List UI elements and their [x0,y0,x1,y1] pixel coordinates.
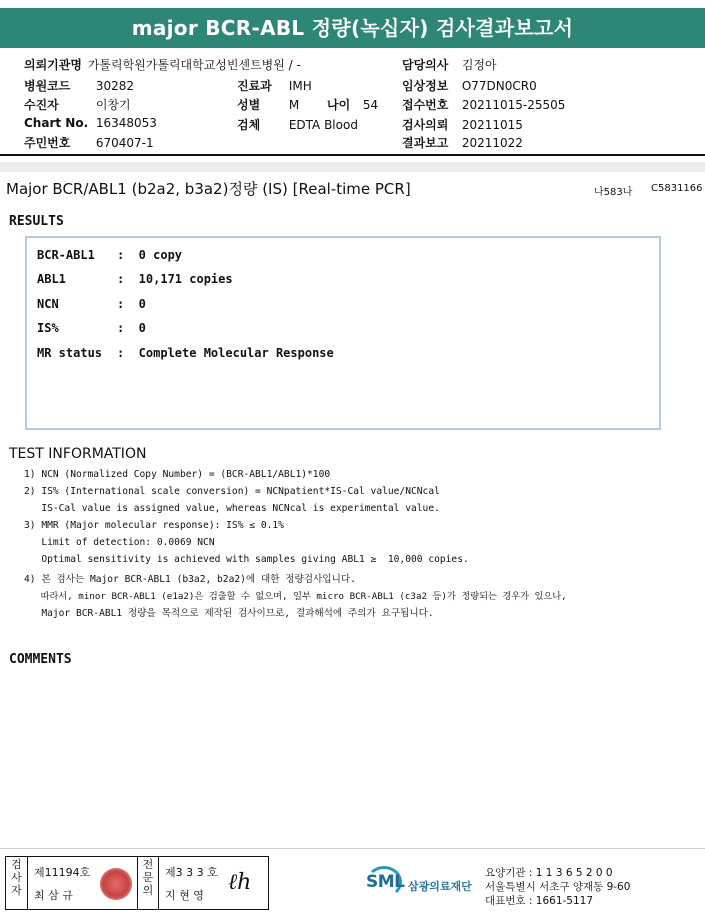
specimen-row [237,116,358,133]
hospital-code-value: 30282 [95,79,135,93]
test-info-line: IS-Cal value is assigned value, whereas NCNcal is experimental value. [24,503,440,514]
examiner-name: 최 삼 규 [34,889,73,902]
examiner-license: 제11194호 [34,866,91,879]
request-label: 검사의뢰 [402,118,449,132]
receipt-no-value: 20211015-25505 [461,98,566,112]
result-value: : 10,171 copies [117,272,233,286]
specialist-label: 전문의 [142,858,154,897]
report-title: major BCR-ABL 정량(녹십자) 검사결과보고서 [0,8,705,48]
specialist-license: 제3 3 3 호 [165,866,218,879]
test-info-line: 따라서, minor BCR-ABL1 (e1a2)은 검출할 수 없으며, 일부 micro BCR-ABL1 (c3a2 등)가 정량되는 경우가 있으나, [24,591,567,602]
chart-label: Chart No. [24,116,89,130]
doctor-row [402,56,497,73]
result-key: BCR-ABL1 [37,248,95,262]
receipt-no-label: 접수번호 [402,98,449,112]
test-info-line: 3) MMR (Major molecular response): IS% ≤ 0.1% [24,520,284,531]
specialist-name: 지 현 영 [165,889,204,902]
chart-row [24,116,157,130]
seal-stamp-icon [100,868,132,900]
result-row [37,248,182,262]
specimen-value: EDTA Blood [288,118,358,132]
org-name: 삼광의료재단 [408,880,472,893]
org-address: 서울특별시 서초구 양재동 9-60 [485,881,631,893]
test-code-1: 나583나 [594,187,633,198]
result-key: MR status [37,346,103,360]
age-value: 54 [362,98,379,112]
sex-label: 성별 [237,98,261,112]
report-row [402,134,523,151]
comments-title: COMMENTS [9,652,72,667]
institution-value: 가톨릭학원가톨릭대학교성빈센트병원 / - [87,58,301,72]
doctor-value: 김정아 [461,58,497,72]
results-title: RESULTS [9,214,64,229]
org-code: 요양기관 : 1 1 3 6 5 2 0 0 [485,867,613,879]
clinical-info-value: O77DN0CR0 [461,79,537,93]
test-info-line: 2) IS% (International scale conversion) = NCNpatient*IS-Cal value/NCNcal [24,486,440,497]
doctor-label: 담당의사 [402,58,449,72]
clinical-info-row [402,77,537,94]
request-value: 20211015 [461,118,523,132]
result-value: : 0 [117,297,146,311]
department-value: IMH [288,79,312,93]
chart-value: 16348053 [95,116,157,130]
org-phone: 대표번호 : 1661-5117 [485,895,594,907]
result-row [37,321,146,335]
result-value: : Complete Molecular Response [117,346,334,360]
test-info-line: 1) NCN (Normalized Copy Number) = (BCR-ABL1/ABL1)*100 [24,469,331,480]
test-info-line: Optimal sensitivity is achieved with samples giving ABL1 ≥ 10,000 copies. [24,554,469,565]
specialist-vertical-label [137,857,159,909]
examiner-vertical-label [6,857,28,909]
specimen-label: 검체 [237,118,261,132]
result-key: NCN [37,297,59,311]
result-row [37,272,233,286]
report-value: 20211022 [461,136,523,150]
gray-band [0,162,705,172]
sex-value: M [288,98,300,112]
recipient-label: 수진자 [24,98,59,112]
recipient-value: 이창기 [95,98,131,112]
receipt-no-row [402,96,565,113]
clinical-info-label: 임상정보 [402,79,449,93]
footer-divider [0,848,705,849]
resident-value: 670407-1 [95,136,154,150]
test-code-2: C5831166 [651,183,703,194]
result-value: : 0 copy [117,248,183,262]
info-divider [0,154,705,156]
test-name: Major BCR/ABL1 (b2a2, b3a2)정량 (IS) [Real-time PCR] [6,180,411,198]
signature-box [5,856,269,910]
request-row [402,116,523,133]
hospital-code-row [24,77,134,94]
signature-icon: ℓh [228,870,252,895]
age-label: 나이 [327,98,351,112]
resident-row [24,134,154,151]
logo-text: SML [366,872,405,892]
report-label: 결과보고 [402,136,449,150]
result-key: ABL1 [37,272,66,286]
institution-row [24,56,301,73]
result-row [37,297,146,311]
department-row [237,77,312,94]
institution-label: 의뢰기관명 [24,58,82,72]
results-box [25,236,661,430]
result-row [37,346,334,360]
hospital-code-label: 병원코드 [24,79,71,93]
age-row [327,96,378,113]
result-value: : 0 [117,321,146,335]
sml-logo [364,866,484,900]
test-info-line: Major BCR-ABL1 정량을 목적으로 제작된 검사이므로, 결과해석에 주의가 요구됩니다. [24,608,434,619]
department-label: 진료과 [237,79,272,93]
result-key: IS% [37,321,59,335]
recipient-row [24,96,131,113]
sex-row [237,96,299,113]
test-info-line: 4) 본 검사는 Major BCR-ABL1 (b3a2, b2a2)에 대한 정량검사입니다. [24,574,356,585]
examiner-label: 검사자 [11,858,22,897]
test-info-title: TEST INFORMATION [9,446,147,462]
test-info-line: Limit of detection: 0.0069 NCN [24,537,215,548]
resident-label: 주민번호 [24,136,71,150]
